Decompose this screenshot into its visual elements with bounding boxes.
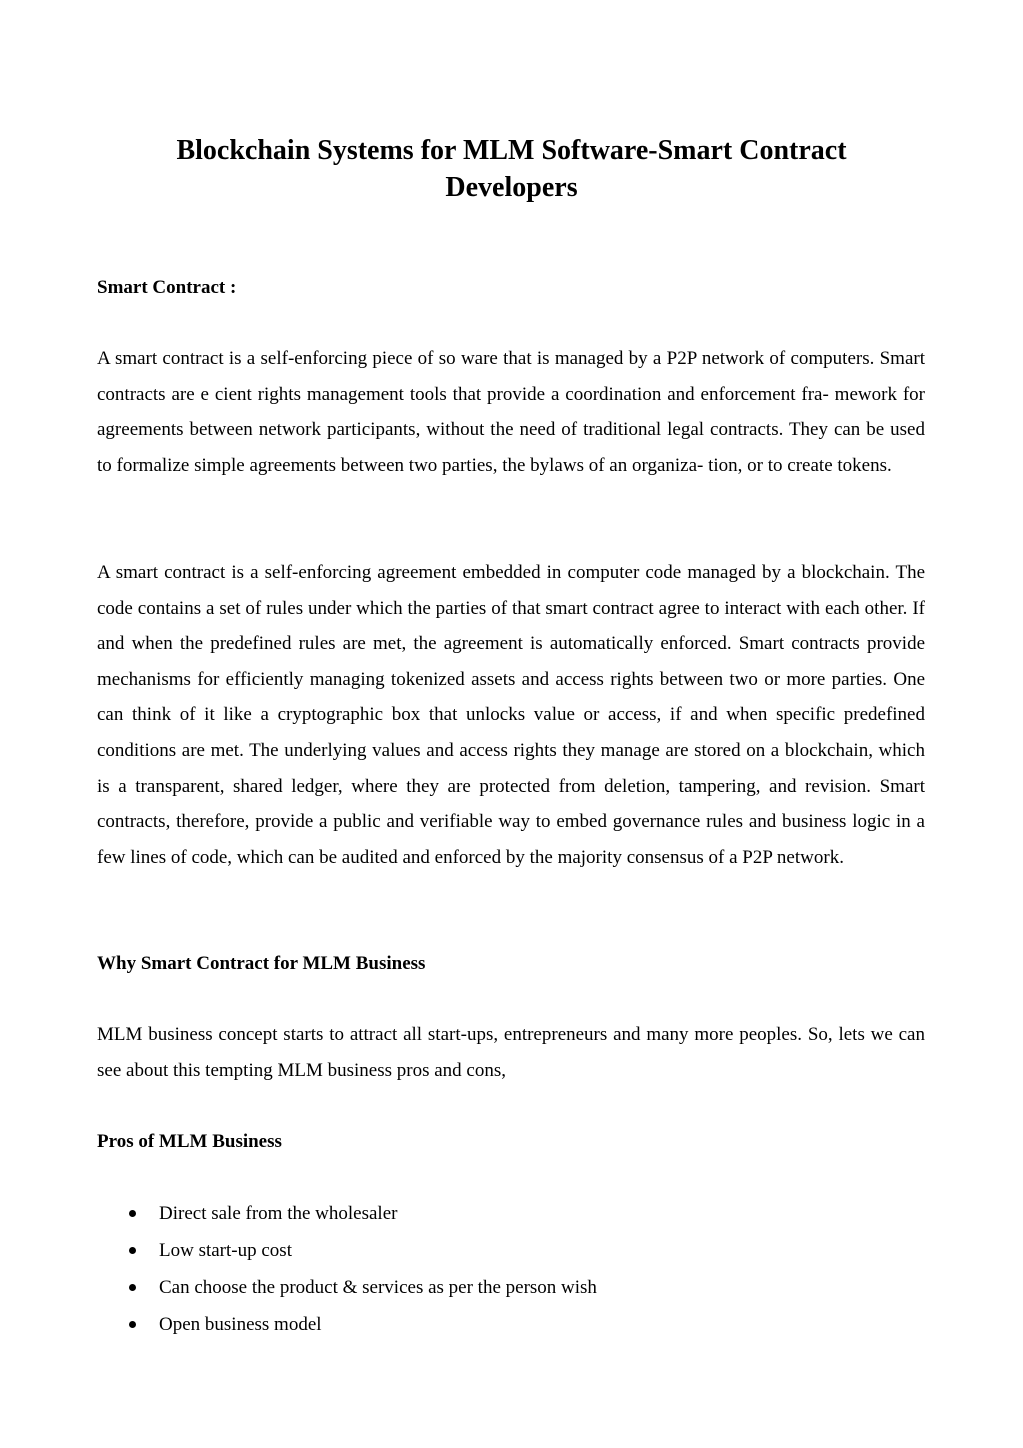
list-item-text: Low start-up cost	[159, 1240, 292, 1261]
list-item	[127, 1198, 597, 1235]
section-heading-why-smart-contract: Why Smart Contract for MLM Business	[97, 953, 426, 974]
list-item	[127, 1235, 597, 1272]
paragraph-mlm-intro: MLM business concept starts to attract all start-ups, entrepreneurs and many more peoples. So, lets we can see about this tempting MLM business pros and cons,	[97, 1024, 925, 1081]
list-item	[127, 1309, 597, 1346]
list-item	[127, 1272, 597, 1309]
bullet-icon	[129, 1210, 136, 1217]
document-title: Blockchain Systems for MLM Software-Smart Contract Developers	[176, 135, 847, 203]
list-item-text: Direct sale from the wholesaler	[159, 1203, 398, 1224]
list-item-text: Can choose the product & services as per the person wish	[159, 1277, 597, 1298]
section-heading-smart-contract: Smart Contract :	[97, 277, 237, 298]
pros-bullet-list	[127, 1198, 597, 1346]
bullet-icon	[129, 1321, 136, 1328]
bullet-icon	[129, 1284, 136, 1291]
paragraph-smart-contract-details: A smart contract is a self-enforcing agreement embedded in computer code managed by a blockchain. The code contains a set of rules under which the parties of that smart contract agree to interact with each other. If and when the predefined rules are met, the agreement is automatically enforced. Smart contracts provide mechanisms for efficiently managing tokenized assets and access rights between two or more parties. One can think of it like a cryptographic box that unlocks value or access, if and when specific predefined conditions are met. The underlying values and access rights they manage are stored on a blockchain, which is a transparent, shared ledger, where they are protected from deletion, tampering, and revision. Smart contracts, therefore, provide a public and verifiable way to embed governance rules and business logic in a few lines of code, which can be audited and enforced by the majority consensus of a P2P network.	[97, 562, 925, 868]
bullet-icon	[129, 1247, 136, 1254]
section-heading-pros-mlm: Pros of MLM Business	[97, 1131, 282, 1152]
paragraph-smart-contract-definition: A smart contract is a self-enforcing piece of so ware that is managed by a P2P network of computers. Smart contracts are e cient rights management tools that provide a coordination and enforcement fra- mework for agreements between network participants, without the need of traditional legal contracts. They can be used to formalize simple agreements between two parties, the bylaws of an organiza- tion, or to create tokens.	[97, 348, 925, 476]
list-item-text: Open business model	[159, 1314, 322, 1335]
